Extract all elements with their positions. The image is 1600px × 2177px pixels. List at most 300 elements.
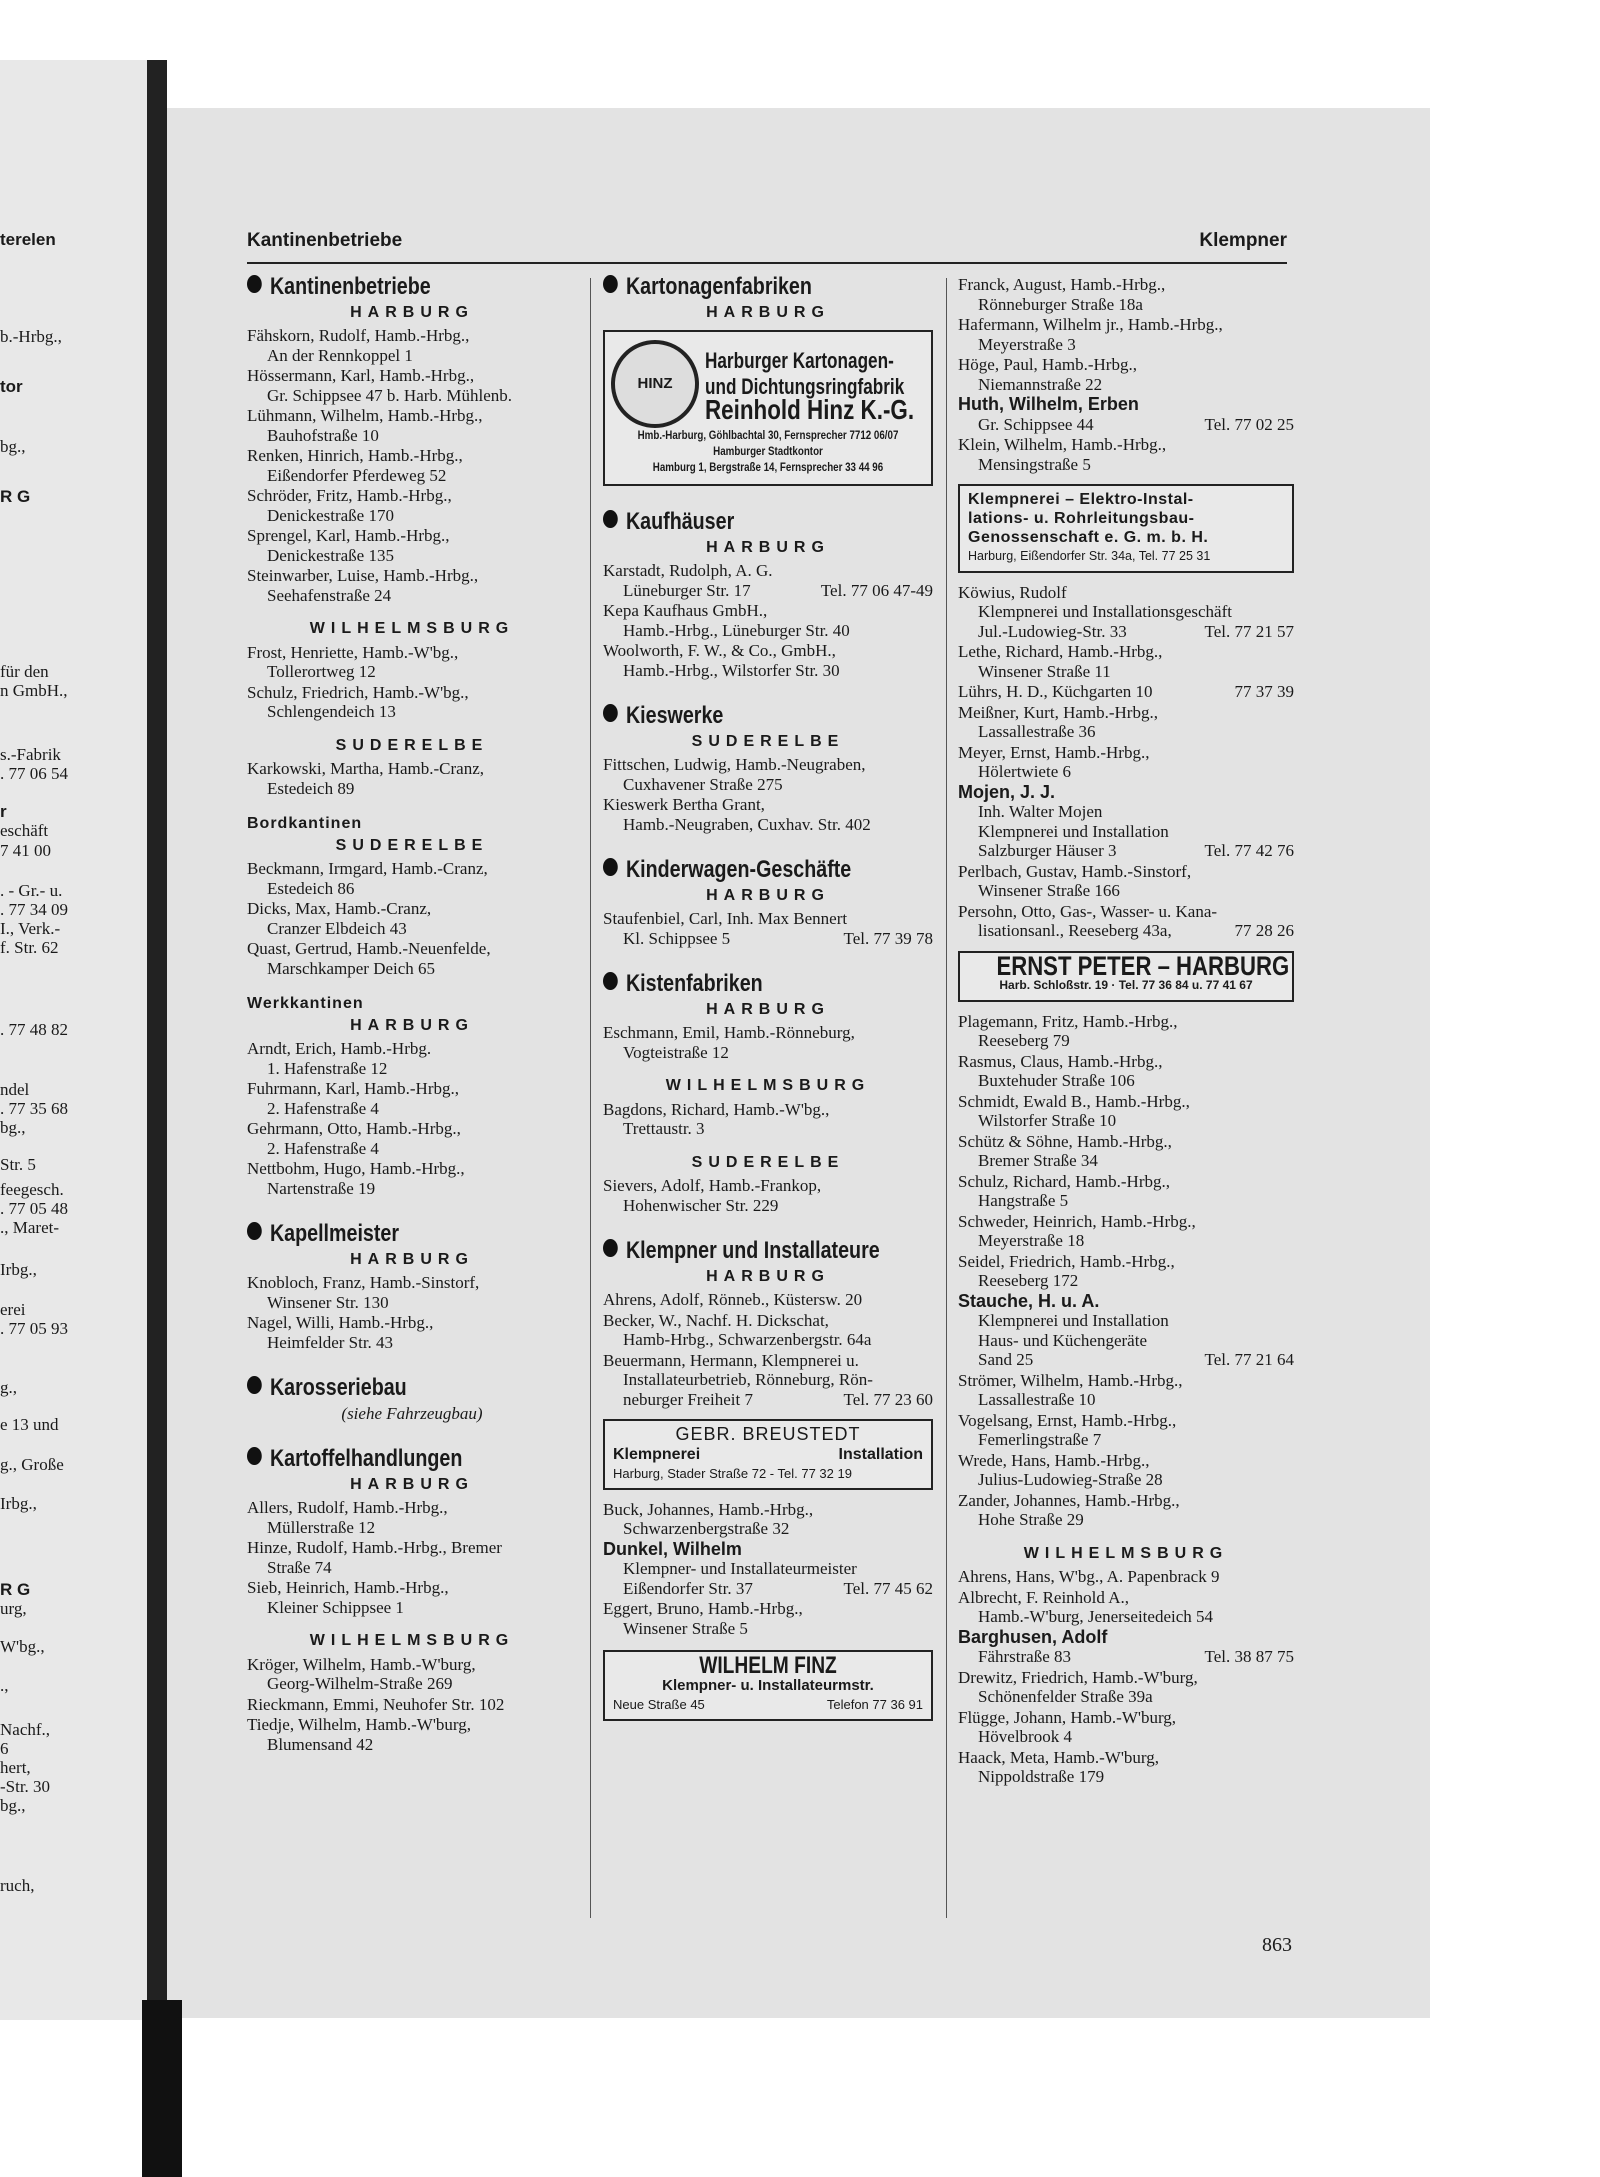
entry-address: 2. Hafenstraße 4 (267, 1138, 379, 1158)
entry-address-row (958, 622, 1294, 642)
listing-entry (247, 1695, 577, 1715)
entry-address: Klempnerei und Installation (978, 1311, 1169, 1330)
entry-address: Meyerstraße 18 (978, 1231, 1085, 1250)
entry-name: Hössermann, Karl, Hamb.-Hrbg., (247, 366, 475, 385)
entry-address: Buxtehuder Straße 106 (978, 1071, 1135, 1090)
bullet-icon (603, 1239, 618, 1257)
entry-name: Knobloch, Franz, Hamb.-Sinstorf, (247, 1273, 480, 1292)
phone-number: Tel. 77 42 76 (1204, 841, 1294, 860)
fragment-text: g., (0, 1378, 17, 1397)
entry-name: Kieswerk Bertha Grant, (603, 795, 765, 814)
listing-entry (958, 1132, 1294, 1171)
entry-address: Klempnerei und Installationsgeschäft (978, 602, 1232, 621)
entry-name: Lührs, H. D., Küchgarten 10 (958, 682, 1153, 701)
entry-name: Karstadt, Rudolph, A. G. (603, 561, 773, 580)
entry-name: Sieb, Heinrich, Hamb.-Hrbg., (247, 1578, 449, 1597)
advertisement-hinz (603, 330, 933, 486)
listing-entry (603, 1290, 933, 1310)
section-title: Kantinenbetriebe (269, 273, 431, 300)
entry-name: Vogelsang, Ernst, Hamb.-Hrbg., (958, 1410, 1177, 1430)
district-heading: HARBURG (350, 1250, 474, 1268)
column-rule (946, 278, 947, 1918)
entry-address: Hohe Straße 29 (978, 1510, 1084, 1529)
listing-entry (958, 1292, 1294, 1370)
district-heading: SUDERELBE (335, 836, 489, 854)
entry-name: Plagemann, Fritz, Hamb.-Hrbg., (958, 1011, 1178, 1031)
fragment-text: 6 (0, 1739, 9, 1758)
entry-address: Vogteistraße 12 (623, 1042, 729, 1062)
listing-entry (603, 1311, 933, 1350)
fragment-text: bg., (0, 1796, 26, 1815)
bullet-icon (247, 1447, 262, 1465)
ad-title: ERNST PETER – HARBURG (996, 950, 1290, 981)
entry-address: Schlengendeich 13 (267, 702, 396, 721)
phone-number: 77 28 26 (1234, 921, 1294, 940)
entry-name: Lühmann, Wilhelm, Hamb.-Hrbg., (247, 406, 483, 425)
entry-address: Meyerstraße 3 (978, 334, 1076, 354)
entry-name: Hafermann, Wilhelm jr., Hamb.-Hrbg., (958, 315, 1223, 334)
entry-name: Schütz & Söhne, Hamb.-Hrbg., (958, 1131, 1172, 1151)
entry-address: Denickestraße 170 (267, 505, 394, 525)
district-heading: WILHELMSBURG (1023, 1544, 1229, 1562)
entry-address: Bauhofstraße 10 (267, 425, 379, 445)
entry-address: Estedeich 89 (267, 778, 355, 798)
entry-address-row (603, 1579, 933, 1599)
district-heading: HARBURG (706, 303, 830, 321)
entry-address: Salzburger Häuser 3 (978, 841, 1117, 860)
entry-name: Ahrens, Adolf, Rönneb., Küstersw. 20 (603, 1290, 863, 1309)
entry-name: Eschmann, Emil, Hamb.-Rönneburg, (603, 1023, 855, 1042)
listing-entry (958, 1491, 1294, 1530)
header-right: Klempner (1199, 230, 1287, 251)
cross-reference: (siehe Fahrzeugbau) (341, 1403, 483, 1423)
entry-address: Estedeich 86 (267, 878, 355, 898)
entry-address-row (603, 1390, 933, 1410)
entry-name: Meyer, Ernst, Hamb.-Hrbg., (958, 742, 1150, 762)
entry-name: Haack, Meta, Hamb.-W'burg, (958, 1747, 1160, 1767)
entry-name: Nagel, Willi, Hamb.-Hrbg., (247, 1313, 434, 1332)
listing-entry (247, 1273, 577, 1312)
section-title: Kieswerke (625, 702, 724, 729)
listing-entry (958, 1052, 1294, 1091)
listing-entry (603, 561, 933, 600)
listing-entry (247, 446, 577, 485)
listing-entry (603, 1176, 933, 1215)
entry-address: Lassallestraße 10 (978, 1390, 1096, 1409)
district-heading: HARBURG (350, 303, 474, 321)
entry-name: Zander, Johannes, Hamb.-Hrbg., (958, 1490, 1180, 1510)
entry-address: Nartenstraße 19 (267, 1178, 376, 1198)
entry-name: Barghusen, Adolf (958, 1626, 1108, 1647)
section-title: Kistenfabriken (625, 970, 763, 997)
listing-entry (958, 1451, 1294, 1490)
entry-address: Cranzer Elbdeich 43 (267, 918, 407, 938)
entry-name: Kepa Kaufhaus GmbH., (603, 601, 768, 620)
fragment-text: ruch, (0, 1876, 35, 1895)
entry-address-row (958, 415, 1294, 435)
entry-address: Blumensand 42 (267, 1734, 374, 1754)
entry-name: Renken, Hinrich, Hamb.-Hrbg., (247, 446, 463, 465)
fragment-text: e 13 und (0, 1415, 59, 1434)
entry-name: Rieckmann, Emmi, Neuhofer Str. 102 (247, 1694, 505, 1714)
entry-address: Jul.-Ludowieg-Str. 33 (978, 621, 1127, 641)
entry-name: Becker, W., Nachf. H. Dickschat, (603, 1310, 829, 1330)
fragment-text: ., Maret- (0, 1218, 60, 1237)
fragment-text: feegesch. (0, 1180, 64, 1199)
entry-name: Schweder, Heinrich, Hamb.-Hrbg., (958, 1211, 1196, 1231)
entry-address: Femerlingstraße 7 (978, 1430, 1102, 1449)
listing-entry (247, 326, 577, 365)
header-left: Kantinenbetriebe (247, 230, 403, 251)
listing-entry (958, 355, 1294, 394)
listing-entry (958, 1708, 1294, 1747)
column-2 (603, 275, 933, 1733)
ad-header (611, 340, 925, 428)
fragment-text: bg., (0, 437, 26, 456)
entry-name: Perlbach, Gustav, Hamb.-Sinstorf, (958, 861, 1192, 881)
company-logo-icon: HINZ (611, 340, 699, 428)
ad-subtitle: Klempner- u. Installateurmstr. (662, 1676, 874, 1694)
section-title: Kapellmeister (269, 1220, 400, 1247)
section-heading (247, 1445, 518, 1472)
entry-address: Mensingstraße 5 (978, 454, 1091, 474)
listing-entry (247, 643, 577, 682)
listing-entry (603, 1500, 933, 1539)
entry-address: Hamb.-Hrbg., Lüneburger Str. 40 (623, 620, 850, 640)
listing-entry (247, 899, 577, 938)
fragment-text: hert, (0, 1758, 31, 1777)
listing-entry (958, 1668, 1294, 1707)
fragment-text: . 77 34 09 (0, 900, 68, 919)
ad-service: Installation (838, 1445, 923, 1463)
phone-number: Tel. 77 45 62 (843, 1578, 933, 1598)
entry-name: Flügge, Johann, Hamb.-W'burg, (958, 1707, 1177, 1727)
ad-title: Klempnerei – Elektro-Instal- (968, 491, 1194, 508)
entry-name: Franck, August, Hamb.-Hrbg., (958, 275, 1166, 294)
listing-entry (247, 1119, 577, 1158)
entry-address: Klempnerei und Installation (978, 821, 1169, 841)
listing-entry (603, 1599, 933, 1638)
entry-address: 2. Hafenstraße 4 (267, 1098, 379, 1118)
listing-entry (247, 1079, 577, 1118)
phone-number: 77 37 39 (1234, 682, 1294, 701)
entry-name: Klein, Wilhelm, Hamb.-Hrbg., (958, 435, 1167, 454)
entry-name: Sievers, Adolf, Hamb.-Frankop, (603, 1176, 822, 1195)
section-title: Kartonagenfabriken (625, 273, 812, 300)
listing-entry (247, 1538, 577, 1577)
fragment-text: Irbg., (0, 1260, 37, 1279)
section-heading (247, 273, 518, 300)
entry-name: Höge, Paul, Hamb.-Hrbg., (958, 355, 1137, 374)
page-number: 863 (1262, 1934, 1292, 1956)
ad-title: lations- u. Rohrleitungsbau- (968, 510, 1195, 527)
listing-entry (958, 275, 1294, 314)
listing-entry (958, 862, 1294, 901)
entry-address: Hangstraße 5 (978, 1191, 1069, 1210)
district-heading: WILHELMSBURG (309, 1632, 515, 1649)
subsection-heading: Werkkantinen (247, 995, 364, 1012)
entry-name: Beckmann, Irmgard, Hamb.-Cranz, (247, 859, 488, 878)
listing-entry (958, 1411, 1294, 1450)
entry-address: neburger Freiheit 7 (623, 1389, 753, 1409)
listing-entry (958, 435, 1294, 474)
fragment-text: ndel (0, 1080, 30, 1099)
entry-address-row (958, 1350, 1294, 1370)
entry-name: Fittschen, Ludwig, Hamb.-Neugraben, (603, 755, 866, 774)
section-heading (603, 702, 874, 729)
entry-address: Lüneburger Str. 17 (623, 580, 751, 600)
entry-address: Gr. Schippsee 47 b. Harb. Mühlenb. (267, 385, 513, 405)
entry-name: Fähskorn, Rudolf, Hamb.-Hrbg., (247, 326, 470, 345)
entry-address: Kl. Schippsee 5 (623, 928, 731, 948)
entry-name: Schmidt, Ewald B., Hamb.-Hrbg., (958, 1091, 1190, 1111)
entry-address: Hölertwiete 6 (978, 762, 1071, 781)
listing-entry (603, 601, 933, 640)
entry-address-row (958, 921, 1294, 941)
entry-address: Müllerstraße 12 (267, 1517, 376, 1537)
entry-name: Buck, Johannes, Hamb.-Hrbg., (603, 1499, 814, 1519)
entry-address: Julius-Ludowieg-Straße 28 (978, 1470, 1163, 1489)
fragment-text: . 77 35 68 (0, 1099, 68, 1118)
entry-address: Klempner- und Installateurmeister (623, 1559, 857, 1578)
entry-address: Hohenwischer Str. 229 (623, 1195, 779, 1215)
entry-address: Georg-Wilhelm-Straße 269 (267, 1674, 453, 1693)
ad-title-block (705, 348, 966, 426)
listing-entry (958, 1172, 1294, 1211)
book-spine (147, 60, 167, 2177)
entry-name: Seidel, Friedrich, Hamb.-Hrbg., (958, 1251, 1175, 1271)
entry-address: Schwarzenbergstraße 32 (623, 1519, 790, 1538)
entry-address: Gr. Schippsee 44 (978, 414, 1094, 434)
listing-entry (247, 683, 577, 722)
running-header (247, 230, 1287, 264)
listing-entry (603, 755, 933, 794)
listing-entry (603, 1540, 933, 1599)
section-title: Kartoffelhandlungen (269, 1445, 463, 1472)
section-heading (603, 856, 874, 883)
advertisement-breustedt (603, 1419, 933, 1490)
entry-name: Bagdons, Richard, Hamb.-W'bg., (603, 1099, 830, 1119)
phone-number: Tel. 77 21 64 (1204, 1350, 1294, 1369)
listing-entry (958, 315, 1294, 354)
listing-entry (958, 583, 1294, 642)
listing-entry (603, 795, 933, 834)
fragment-text: erei (0, 1300, 26, 1319)
entry-address: An der Rennkoppel 1 (267, 345, 413, 365)
phone-number: Telefon 77 36 91 (826, 1697, 923, 1712)
district-heading: SUDERELBE (691, 732, 845, 750)
column-1 (247, 275, 577, 1755)
district-heading: HARBURG (706, 1000, 830, 1018)
fragment-text: bg., (0, 1118, 26, 1137)
subsection-heading: Bordkantinen (247, 815, 363, 832)
district-heading: HARBURG (350, 1016, 474, 1034)
entry-address: Trettaustr. 3 (623, 1119, 705, 1138)
listing-entry (247, 1715, 577, 1754)
ad-title: und Dichtungsringfabrik (705, 374, 905, 400)
bullet-icon (603, 510, 618, 528)
book-spine-bottom (142, 2000, 182, 2177)
entry-address: Eißendorfer Str. 37 (623, 1578, 753, 1598)
fragment-text: eschäft (0, 821, 49, 840)
entry-name: Dunkel, Wilhelm (603, 1538, 742, 1559)
entry-name: Sprengel, Karl, Hamb.-Hrbg., (247, 526, 450, 545)
entry-address-row (603, 929, 933, 949)
section-heading (247, 1374, 518, 1401)
section-title: Karosseriebau (269, 1374, 407, 1401)
ad-title: Genossenschaft e. G. m. b. H. (968, 529, 1209, 546)
listing-entry (247, 939, 577, 978)
phone-number: Tel. 38 87 75 (1204, 1647, 1294, 1666)
ad-contact (613, 1695, 923, 1715)
ad-address: Hamburger Stadtkontor (713, 446, 823, 458)
entry-name: Allers, Rudolf, Hamb.-Hrbg., (247, 1498, 448, 1517)
entry-name: Meißner, Kurt, Hamb.-Hrbg., (958, 702, 1158, 722)
listing-entry (958, 1628, 1294, 1667)
fragment-text: . 77 05 93 (0, 1319, 68, 1338)
entry-name: Beuermann, Hermann, Klempnerei u. (603, 1350, 859, 1370)
fragment-text: n GmbH., (0, 681, 68, 700)
fragment-text: Str. 5 (0, 1155, 36, 1174)
listing-entry (603, 641, 933, 680)
entry-address: Wilstorfer Straße 10 (978, 1111, 1117, 1130)
entry-address: Hamb.-W'burg, Jenerseitedeich 54 (978, 1607, 1214, 1626)
listing-entry (958, 1012, 1294, 1051)
bullet-icon (603, 275, 618, 293)
entry-address: Schönenfelder Straße 39a (978, 1687, 1153, 1706)
ad-service: Klempnerei (613, 1445, 701, 1463)
district-heading: HARBURG (706, 1267, 830, 1285)
column-rule (590, 278, 591, 1918)
section-title: Kinderwagen-Geschäfte (625, 856, 852, 883)
bullet-icon (247, 1222, 262, 1240)
listing-entry (958, 783, 1294, 861)
listing-entry (958, 1371, 1294, 1410)
fragment-text: für den (0, 662, 49, 681)
listing-entry (958, 682, 1294, 702)
entry-address: Seehafenstraße 24 (267, 585, 392, 605)
listing-entry (247, 406, 577, 445)
fragment-text: Irbg., (0, 1494, 37, 1513)
entry-address: Winsener Straße 166 (978, 881, 1120, 900)
bullet-icon (603, 858, 618, 876)
listing-entry (958, 1567, 1294, 1587)
entry-address: Heimfelder Str. 43 (267, 1332, 394, 1352)
entry-address: Haus- und Küchengeräte (978, 1330, 1147, 1350)
entry-name: Strömer, Wilhelm, Hamb.-Hrbg., (958, 1370, 1183, 1390)
entry-address: Reeseberg 79 (978, 1031, 1070, 1050)
entry-name: Köwius, Rudolf (958, 582, 1067, 602)
entry-address: Winsener Straße 5 (623, 1618, 748, 1638)
entry-address: Nippoldstraße 179 (978, 1767, 1105, 1786)
listing-entry (247, 1498, 577, 1537)
entry-address: Tollerortweg 12 (267, 662, 376, 681)
phone-number: Tel. 77 02 25 (1204, 414, 1294, 434)
entry-name: Schröder, Fritz, Hamb.-Hrbg., (247, 486, 452, 505)
fragment-text: . 77 05 48 (0, 1199, 68, 1218)
listing-entry (247, 859, 577, 898)
entry-name: Ahrens, Hans, W'bg., A. Papenbrack 9 (958, 1567, 1220, 1586)
ad-address: Harb. Schloßstr. 19 · Tel. 77 36 84 u. 77 41 67 (999, 978, 1253, 992)
entry-name: Huth, Wilhelm, Erben (958, 394, 1139, 414)
bullet-icon (247, 275, 262, 293)
fragment-text: urg, (0, 1599, 27, 1618)
listing-entry (247, 759, 577, 798)
entry-name: Steinwarber, Luise, Hamb.-Hrbg., (247, 566, 479, 585)
entry-name: Lethe, Richard, Hamb.-Hrbg., (958, 642, 1163, 661)
section-heading (603, 970, 874, 997)
entry-address: Bremer Straße 34 (978, 1151, 1098, 1170)
entry-address: Hamb-Hrbg., Schwarzenbergstr. 64a (623, 1330, 872, 1349)
entry-name: Kröger, Wilhelm, Hamb.-W'burg, (247, 1654, 476, 1674)
fragment-text: Nachf., (0, 1720, 51, 1739)
listing-entry (958, 642, 1294, 681)
entry-name: Dicks, Max, Hamb.-Cranz, (247, 899, 432, 918)
listing-entry (247, 1159, 577, 1198)
entry-address: lisationsanl., Reeseberg 43a, (978, 921, 1172, 940)
fragment-text: . 77 06 54 (0, 764, 68, 783)
fragment-text: W'bg., (0, 1637, 45, 1656)
entry-address: Installateurbetrieb, Rönneburg, Rön- (623, 1370, 873, 1389)
fragment-text: g., Große (0, 1455, 64, 1474)
district-heading: WILHELMSBURG (309, 620, 515, 637)
entry-name: Karkowski, Martha, Hamb.-Cranz, (247, 759, 484, 778)
listing-entry (603, 909, 933, 948)
advertisement-peter (958, 951, 1294, 1002)
entry-address: Winsener Str. 130 (267, 1292, 389, 1312)
entry-name: Stauche, H. u. A. (958, 1290, 1100, 1311)
ad-address: Harburg, Eißendorfer Str. 34a, Tel. 77 25 31 (968, 549, 1211, 563)
bullet-icon (603, 704, 618, 722)
entry-address: Marschkamper Deich 65 (267, 958, 436, 978)
advertisement-finz (603, 1650, 933, 1721)
entry-name: Schulz, Richard, Hamb.-Hrbg., (958, 1171, 1170, 1191)
listing-entry (958, 395, 1294, 434)
fragment-text: terelen (0, 230, 56, 249)
entry-address: Denickestraße 135 (267, 545, 394, 565)
listing-entry (958, 743, 1294, 782)
district-heading: SUDERELBE (691, 1153, 845, 1171)
entry-name: Tiedje, Wilhelm, Hamb.-W'burg, (247, 1715, 471, 1734)
phone-number: Tel. 77 06 47-49 (820, 580, 933, 600)
bullet-icon (603, 972, 618, 990)
entry-name: Persohn, Otto, Gas-, Wasser- u. Kana- (958, 901, 1218, 921)
ad-company: Reinhold Hinz K.-G. (705, 394, 915, 426)
ad-address: Hmb.-Harburg, Göhlbachtal 30, Fernsprecher 7712 06/07 (637, 430, 899, 442)
fragment-text: I., Verk.- (0, 919, 61, 938)
listing-entry (247, 366, 577, 405)
entry-name: Quast, Gertrud, Hamb.-Neuenfelde, (247, 939, 491, 958)
entry-address: Winsener Straße 11 (978, 661, 1111, 681)
ad-address: Harburg, Stader Straße 72 - Tel. 77 32 19 (613, 1466, 852, 1481)
phone-number: Tel. 77 21 57 (1204, 621, 1294, 641)
entry-address: Hamb.-Neugraben, Cuxhav. Str. 402 (623, 814, 871, 834)
listing-entry (247, 566, 577, 605)
fragment-text: . 77 48 82 (0, 1020, 68, 1039)
listing-entry (247, 1578, 577, 1617)
entry-name: Schulz, Friedrich, Hamb.-W'bg., (247, 682, 469, 702)
listing-entry (958, 703, 1294, 742)
entry-name: Arndt, Erich, Hamb.-Hrbg. (247, 1039, 432, 1058)
listing-entry (247, 1313, 577, 1352)
listing-entry (958, 1212, 1294, 1251)
district-heading: HARBURG (706, 538, 830, 556)
entry-address-row (958, 1647, 1294, 1667)
ad-title: WILHELM FINZ (699, 1652, 837, 1679)
ad-address: Hamburg 1, Bergstraße 14, Fernsprecher 33 44 96 (652, 462, 884, 474)
entry-name: Mojen, J. J. (958, 781, 1056, 802)
entry-name: Wrede, Hans, Hamb.-Hrbg., (958, 1450, 1150, 1470)
